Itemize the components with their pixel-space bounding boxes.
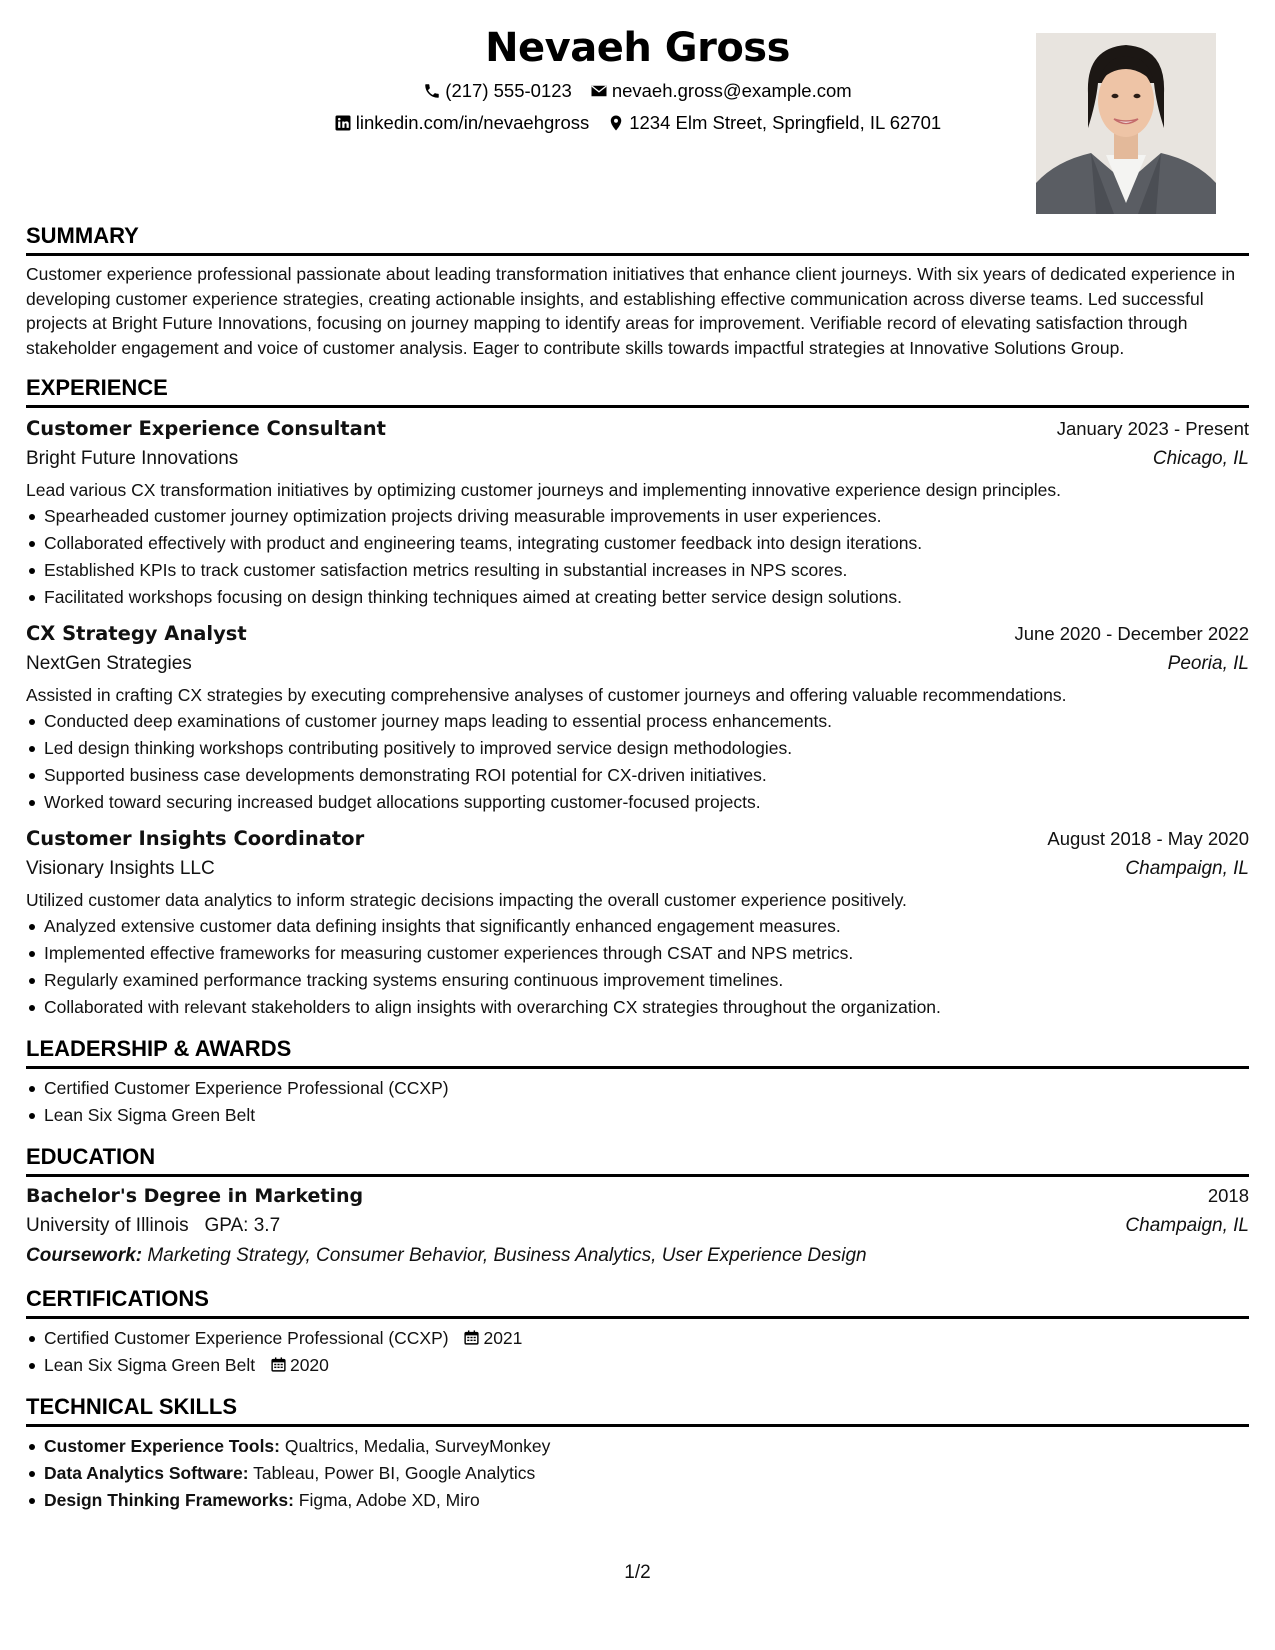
- list-item: Collaborated with relevant stakeholders to align insights with overarching CX strategies throughout the organization.: [44, 994, 1249, 1021]
- list-item: [44, 1325, 1249, 1352]
- leadership-heading: LEADERSHIP & AWARDS: [26, 1035, 1249, 1069]
- list-item: Established KPIs to track customer satisfaction metrics resulting in substantial increases in NPS scores.: [44, 557, 1249, 584]
- list-item: Certified Customer Experience Professional (CCXP): [44, 1075, 1249, 1102]
- skill-label: Customer Experience Tools:: [44, 1436, 280, 1456]
- job-dates: January 2023 - Present: [1056, 418, 1249, 439]
- coursework-label: Coursework:: [26, 1245, 143, 1266]
- job-company: Bright Future Innovations: [26, 448, 239, 469]
- cert-name: Certified Customer Experience Professional (CCXP): [44, 1328, 449, 1348]
- job-entry: [26, 619, 1249, 816]
- job-location: Peoria, IL: [1167, 653, 1249, 674]
- skills-section: [26, 1393, 1249, 1514]
- resume-header: [26, 0, 1249, 222]
- list-item: Lean Six Sigma Green Belt: [44, 1102, 1249, 1129]
- job-description: Utilized customer data analytics to inform strategic decisions impacting the overall customer experience positively.: [26, 890, 907, 910]
- page-number: 1/2: [624, 1562, 651, 1583]
- certifications-heading: CERTIFICATIONS: [26, 1285, 1249, 1319]
- list-item: Worked toward securing increased budget allocations supporting customer-focused projects.: [44, 789, 1249, 816]
- list-item: Facilitated workshops focusing on design thinking techniques aimed at creating better service design solutions.: [44, 584, 1249, 611]
- email-contact[interactable]: [590, 78, 852, 104]
- linkedin-contact[interactable]: [334, 110, 589, 136]
- experience-heading: EXPERIENCE: [26, 374, 1249, 408]
- leadership-list: [26, 1075, 1249, 1129]
- profile-photo: [1036, 33, 1216, 214]
- school-location: Champaign, IL: [1125, 1215, 1249, 1236]
- email-text: nevaeh.gross@example.com: [611, 80, 852, 101]
- job-bullets: [26, 503, 1249, 611]
- list-item: Led design thinking workshops contributing positively to improved service design methodologies.: [44, 735, 1249, 762]
- skill-value: Qualtrics, Medalia, SurveyMonkey: [284, 1436, 551, 1456]
- summary-section: [26, 222, 1249, 360]
- graduation-year: 2018: [1207, 1185, 1249, 1206]
- list-item: Conducted deep examinations of customer journey maps leading to essential process enhancements.: [44, 708, 1249, 735]
- list-item: [44, 1487, 1249, 1514]
- education-section: [26, 1143, 1249, 1271]
- job-location: Chicago, IL: [1152, 448, 1249, 469]
- list-item: Analyzed extensive customer data defining insights that significantly enhanced engagement measures.: [44, 913, 1249, 940]
- list-item: Collaborated effectively with product and engineering teams, integrating customer feedback into design iterations.: [44, 530, 1249, 557]
- linkedin-icon: [334, 114, 352, 132]
- list-item: Supported business case developments demonstrating ROI potential for CX-driven initiatives.: [44, 762, 1249, 789]
- cert-year: 2020: [289, 1355, 329, 1375]
- coursework-list: Marketing Strategy, Consumer Behavior, Business Analytics, User Experience Design: [147, 1245, 867, 1266]
- linkedin-text: linkedin.com/in/nevaehgross: [355, 112, 590, 133]
- list-item: Implemented effective frameworks for measuring customer experiences through CSAT and NPS metrics.: [44, 940, 1249, 967]
- education-heading: EDUCATION: [26, 1143, 1249, 1177]
- cert-year: 2021: [483, 1328, 523, 1348]
- degree-title: Bachelor's Degree in Marketing: [26, 1185, 364, 1207]
- map-pin-icon: [607, 114, 625, 132]
- job-bullets: [26, 708, 1249, 816]
- skill-value: Tableau, Power BI, Google Analytics: [253, 1463, 536, 1483]
- certifications-section: [26, 1285, 1249, 1379]
- job-title: Customer Insights Coordinator: [26, 827, 365, 850]
- list-item: Spearheaded customer journey optimization projects driving measurable improvements in user experiences.: [44, 503, 1249, 530]
- phone-contact[interactable]: [423, 78, 572, 104]
- gpa: GPA: 3.7: [204, 1215, 281, 1236]
- phone-text: (217) 555-0123: [445, 80, 572, 101]
- leadership-section: [26, 1035, 1249, 1129]
- job-title: CX Strategy Analyst: [26, 622, 247, 645]
- job-description: Lead various CX transformation initiatives by optimizing customer journeys and implementing innovative experience design principles.: [26, 480, 1061, 500]
- skills-list: [26, 1433, 1249, 1514]
- summary-text: Customer experience professional passionate about leading transformation initiatives that enhance client journeys. With six years of dedicated experience in developing customer experience strategies, creating actionable insights, and establishing effective communication across diverse teams. Led successful projects at Bright Future Innovations, focusing on journey mapping to identify areas for improvement. Verifiable record of elevating satisfaction through stakeholder engagement and voice of customer analysis. Eager to contribute skills towards impactful strategies at Innovative Solutions Group.: [26, 264, 1236, 358]
- summary-heading: SUMMARY: [26, 222, 1249, 256]
- skills-heading: TECHNICAL SKILLS: [26, 1393, 1249, 1427]
- job-description: Assisted in crafting CX strategies by executing comprehensive analyses of customer journeys and offering valuable recommendations.: [26, 685, 1067, 705]
- skill-label: Data Analytics Software:: [44, 1463, 249, 1483]
- job-location: Champaign, IL: [1125, 858, 1249, 879]
- certifications-list: [26, 1325, 1249, 1379]
- phone-icon: [423, 82, 441, 100]
- skill-label: Design Thinking Frameworks:: [44, 1490, 294, 1510]
- job-dates: June 2020 - December 2022: [1014, 623, 1249, 644]
- address-text: 1234 Elm Street, Springfield, IL 62701: [629, 112, 942, 133]
- candidate-name: Nevaeh Gross: [485, 25, 790, 71]
- job-bullets: [26, 913, 1249, 1021]
- cert-name: Lean Six Sigma Green Belt: [44, 1355, 256, 1375]
- envelope-icon: [590, 82, 608, 100]
- job-title: Customer Experience Consultant: [26, 417, 386, 440]
- job-entry: [26, 824, 1249, 1021]
- job-company: Visionary Insights LLC: [26, 858, 215, 879]
- address-contact: [607, 110, 941, 136]
- list-item: [44, 1460, 1249, 1487]
- calendar-icon: [463, 1329, 480, 1346]
- school-name: University of Illinois: [26, 1215, 189, 1236]
- job-entry: [26, 414, 1249, 611]
- list-item: [44, 1352, 1249, 1379]
- job-dates: August 2018 - May 2020: [1047, 828, 1249, 849]
- calendar-icon: [270, 1356, 287, 1373]
- skill-value: Figma, Adobe XD, Miro: [298, 1490, 480, 1510]
- coursework: [26, 1241, 1249, 1271]
- experience-section: [26, 374, 1249, 1021]
- list-item: Regularly examined performance tracking systems ensuring continuous improvement timelines.: [44, 967, 1249, 994]
- job-company: NextGen Strategies: [26, 653, 192, 674]
- list-item: [44, 1433, 1249, 1460]
